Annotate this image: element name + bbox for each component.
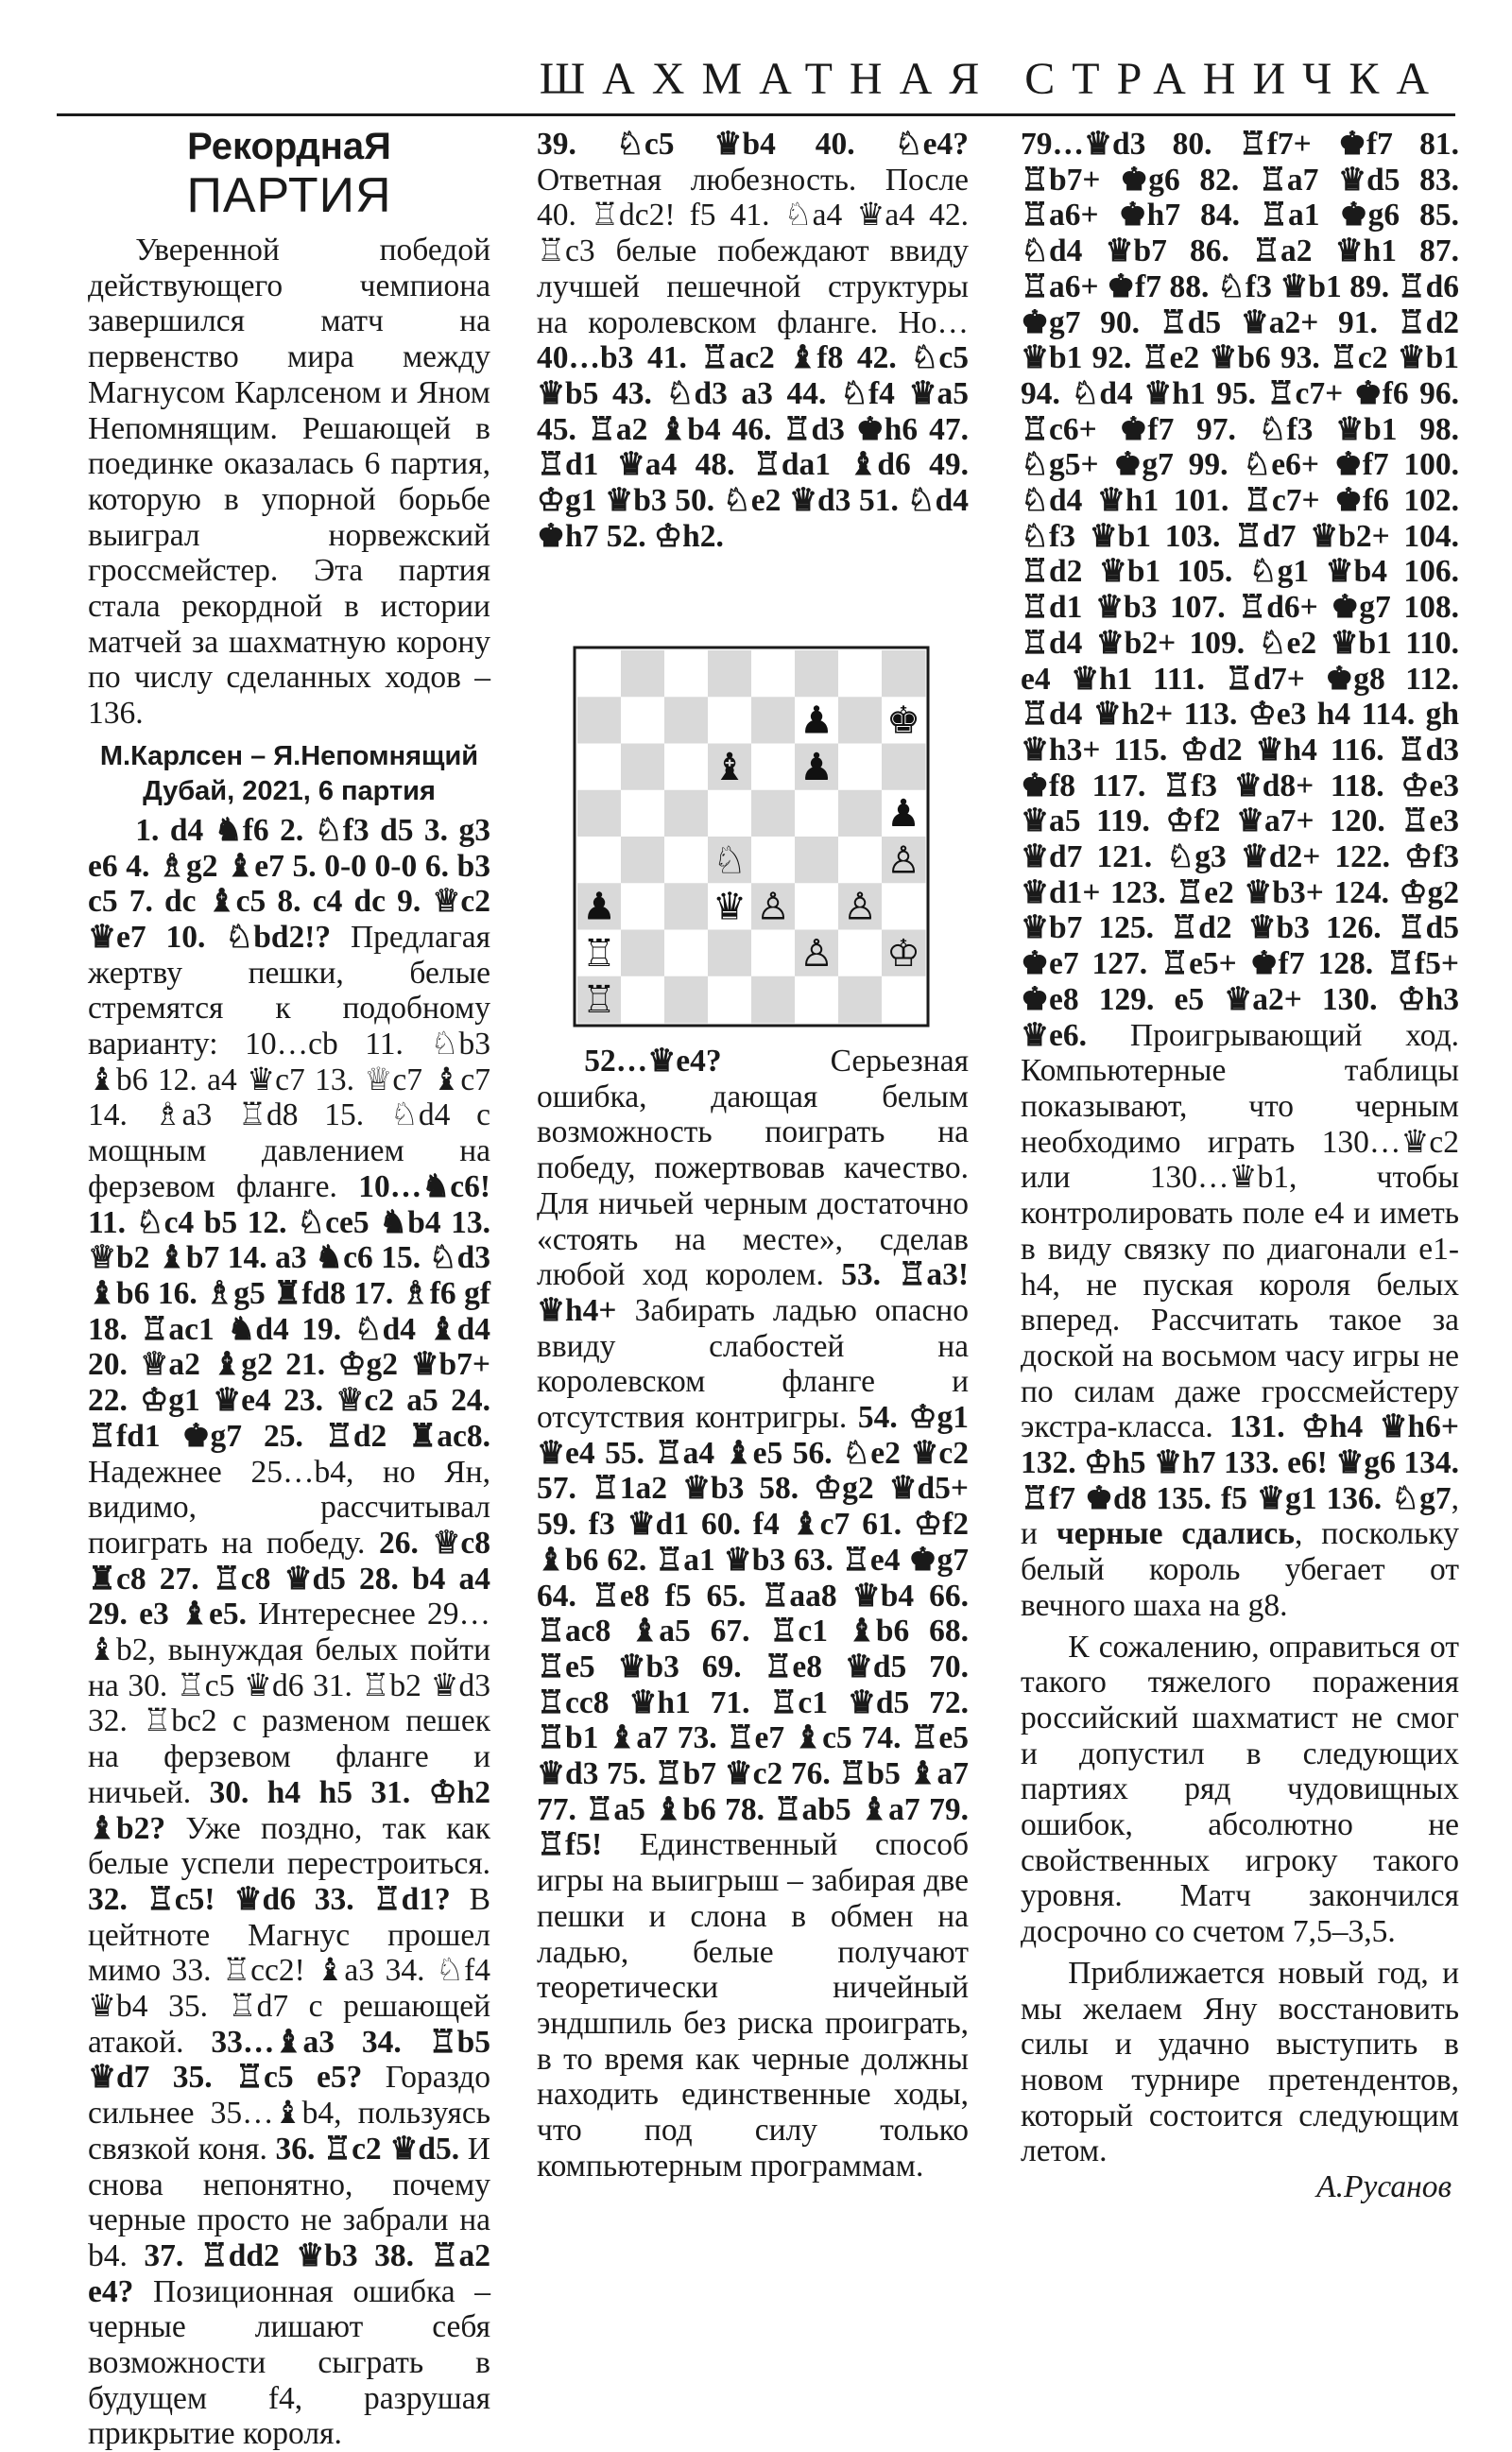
square-g2 <box>838 930 883 977</box>
piece-d3: ♛ <box>713 885 747 929</box>
comment: Единственный способ игры на выигрыш – забирая две пешки и слона в обмен на ладью, белые получают теоретически ничейный эндшпиль без риска проиграть, в то время как черные должны находить единственные ходы, что под силу только компьютерным программам. <box>537 1827 969 2184</box>
square-a4 <box>577 837 622 884</box>
square-a8 <box>577 650 622 698</box>
comment: Гораздо сильнее 35…♝b4, пользуясь связкой коня. <box>88 2060 491 2167</box>
moves: 36. ♖c2 ♛d5. <box>275 2131 460 2167</box>
square-d5 <box>708 790 752 837</box>
piece-h5: ♟ <box>886 792 920 837</box>
square-h6 <box>882 744 926 791</box>
square-b3 <box>621 883 665 930</box>
piece-d4: ♘ <box>713 838 747 883</box>
piece-a2: ♖ <box>582 931 616 976</box>
square-c3 <box>664 883 709 930</box>
game-event: Дубай, 2021, 6 партия <box>143 775 436 806</box>
square-d8 <box>708 650 752 698</box>
moves: 33…♝a3 34. ♖b5 ♛d7 35. ♖c5 e5? <box>88 2024 490 2096</box>
closing-paragraph-2: Приближается новый год, и мы желаем Яну восстановить силы и удачно выступить в новом турнире претендентов, который состоится следующим летом. <box>1021 1955 1459 2169</box>
square-h1 <box>882 976 926 1024</box>
moves: 10…♞c6! 11. ♘c4 b5 12. ♘ce5 ♞b4 13. ♕b2 ♝b7 14. a3 ♞c6 15. ♘d3 ♝b6 16. ♗g5 ♜fd8 17. ♗f6 gf 18. ♖ac1 ♞d4 19. ♘d4 ♝d4 20. ♕a2 ♝g2 21. ♔g2 ♛b7+ 22. ♔g1 ♛e4 23. ♕c2 a5 24. ♖fd1 ♚g7 25. ♖d2 ♜ac8. <box>88 1168 490 1454</box>
square-b6 <box>621 744 665 791</box>
square-h3 <box>882 883 926 930</box>
column-2-continued <box>537 1044 969 2184</box>
square-b1 <box>621 976 665 1024</box>
moves: 39. ♘c5 ♛b4 40. ♘e4? <box>537 127 969 162</box>
resign-text: черные сдались <box>1056 1516 1295 1552</box>
article-heading <box>88 125 490 223</box>
moves: 1. d4 ♞f6 2. ♘f3 d5 3. g3 e6 4. ♗g2 ♝e7 5. 0-0 0-0 6. b3 c5 7. dc ♝c5 8. c4 dc 9. ♕c2 ♛e7 10. ♘bd2!? <box>88 812 490 955</box>
square-c6 <box>664 744 709 791</box>
square-g7 <box>838 697 883 744</box>
square-c2 <box>664 930 709 977</box>
square-f5 <box>795 790 839 837</box>
square-d2 <box>708 930 752 977</box>
square-g1 <box>838 976 883 1024</box>
game-text-part4 <box>1021 127 1459 1624</box>
moves: 52…♛e4? <box>584 1044 722 1079</box>
piece-e3: ♙ <box>756 885 790 929</box>
square-e1 <box>751 976 796 1024</box>
comment: Интереснее 29…♝b2, вынуждая белых пойти на 30. ♖c5 ♛d6 31. ♖b2 ♛d3 32. ♖bc2 с разменом пешек на ферзевом фланге и ничьей. <box>88 1597 490 1810</box>
moves: 79…♛d3 80. ♖f7+ ♚f7 81. ♖b7+ ♚g6 82. ♖a7 ♛d5 83. ♖a6+ ♚h7 84. ♖a1 ♚g6 85. ♘d4 ♛b7 86. ♖a2 ♛h1 87. ♖a6+ ♚f7 88. ♘f3 ♛b1 89. ♖d6 ♚g7 90. ♖d5 ♛a2+ 91. ♖d2 ♛b1 92. ♖e2 ♛b6 93. ♖c2 ♛b1 94. ♘d4 ♛h1 95. ♖c7+ ♚f6 96. ♖c6+ ♚f7 97. ♘f3 ♛b1 98. ♘g5+ ♚g7 99. ♘e6+ ♚f7 100. ♘d4 ♛h1 101. ♖c7+ ♚f6 102. ♘f3 ♛b1 103. ♖d7 ♛b2+ 104. ♖d2 ♛b1 105. ♘g1 ♛b4 106. ♖d1 ♛b3 107. ♖d6+ ♚g7 108. ♖d4 ♛b2+ 109. ♘e2 ♛b1 110. e4 ♛h1 111. ♖d7+ ♚g8 112. ♖d4 ♛h2+ 113. ♔e3 h4 114. gh ♛h3+ 115. ♔d2 ♛h4 116. ♖d3 ♚f8 117. ♖f3 ♛d8+ 118. ♔e3 ♛a5 119. ♔f2 ♛a7+ 120. ♖e3 ♛d7 121. ♘g3 ♛d2+ 122. ♔f3 ♛d1+ 123. ♖e2 ♛b3+ 124. ♔g2 ♛b7 125. ♖d2 ♛b3 126. ♖d5 ♚e7 127. ♖e5+ ♚f7 128. ♖f5+ ♚e8 129. e5 ♛a2+ 130. ♔h3 ♛e6. <box>1021 127 1459 1053</box>
square-b5 <box>621 790 665 837</box>
game-text-part1 <box>88 813 490 2452</box>
comment: Позиционная ошибка – черные лишают себя возможности сыграть в будущем f4, разрушая прикрытие короля. <box>88 2273 490 2452</box>
chess-board <box>572 645 931 1028</box>
square-e6 <box>751 744 796 791</box>
article-heading-line2: ПАРТИЯ <box>186 168 392 223</box>
square-g4 <box>838 837 883 884</box>
comment: Проигрывающий ход. Компьютерные таблицы показывают, что черным необходимо играть 130…♛c2 или 130…♛b1, чтобы контролировать поле e4 и иметь в виду связку по диагонали e1-h4, не пуская короля белых вперед. Рассчитать такое за доской на восьмом часу игры не по силам даже гроссмейстеру экстра-класса. <box>1021 1017 1459 1445</box>
piece-h2: ♔ <box>886 931 920 976</box>
square-a6 <box>577 744 622 791</box>
square-e7 <box>751 697 796 744</box>
square-f3 <box>795 883 839 930</box>
piece-g3: ♙ <box>843 885 877 929</box>
comment: В цейтноте Магнус прошел мимо 33. ♖cc2! ♝a3 34. ♘f4 ♛b4 35. ♖d7 с решающей атакой. <box>88 1881 490 2060</box>
comment: Предлагая жертву пешки, белые стремятся к подобному варианту: 10…cb 11. ♘b3 ♝b6 12. a4 ♛c7 13. ♕c7 ♝c7 14. ♗a3 ♖d8 15. ♘d4 с мощным давлением на ферзевом фланге. <box>88 919 490 1204</box>
square-f8 <box>795 650 839 698</box>
section-title: ШАХМАТНАЯ СТРАНИЧКА <box>539 54 1446 104</box>
article-heading-line1: РекорднаЯ <box>187 126 391 167</box>
comment: Серьезная ошибка, дающая белым возможность поиграть на победу, пожертвовав качество. Для ничьей черным достаточно «стоять на месте», сделав любой ход королем. <box>537 1044 969 1293</box>
comment: , поскольку белый король убегает от вечного шаха на g8. <box>1021 1516 1460 1623</box>
piece-a1: ♖ <box>582 978 616 1023</box>
piece-h4: ♙ <box>886 838 920 883</box>
square-b4 <box>621 837 665 884</box>
column-1 <box>88 123 490 2452</box>
square-d7 <box>708 697 752 744</box>
moves: 40…b3 41. ♖ac2 ♝f8 42. ♘c5 ♛b5 43. ♘d3 a3 44. ♘f4 ♛a5 45. ♖a2 ♝b4 46. ♖d3 ♚h6 47. ♖d1 ♛a4 48. ♖da1 ♝d6 49. ♔g1 ♛b3 50. ♘e2 ♛d3 51. ♘d4 ♚h7 52. ♔h2. <box>537 340 969 554</box>
moves: 26. ♕c8 ♜c8 27. ♖c8 ♛d5 28. b4 a4 29. e3 ♝e5. <box>88 1525 490 1632</box>
square-c4 <box>664 837 709 884</box>
comment: Ответная любезность. После 40. ♖dc2! f5 41. ♘a4 ♛a4 42. ♖c3 белые побеждают ввиду лучшей пешечной структуры на королевском фланге. Но… <box>537 162 969 340</box>
page-header <box>57 47 1474 104</box>
square-f1 <box>795 976 839 1024</box>
piece-a3: ♟ <box>582 885 616 929</box>
square-b2 <box>621 930 665 977</box>
comment: И снова непонятно, почему черные просто не забрали на b4. <box>88 2131 490 2273</box>
header-rule <box>57 113 1455 116</box>
column-3 <box>1021 127 1459 2205</box>
comment: Уже поздно, так как белые успели перестроиться. <box>88 1810 490 1882</box>
chess-diagram <box>572 645 931 1028</box>
game-text-part3 <box>537 1044 969 2184</box>
square-a5 <box>577 790 622 837</box>
game-header <box>88 739 490 809</box>
moves: 131. ♔h4 ♛h6+ 132. ♔h5 ♛h7 133. e6! ♛g6 134. ♖f7 ♚d8 135. f5 ♛g1 136. ♘g7 <box>1021 1409 1459 1516</box>
square-c8 <box>664 650 709 698</box>
moves: 53. ♖a3! ♛h4+ <box>537 1257 969 1328</box>
square-c5 <box>664 790 709 837</box>
moves: 37. ♖dd2 ♛b3 38. ♖a2 e4? <box>88 2237 490 2309</box>
square-g5 <box>838 790 883 837</box>
moves: 32. ♖c5! ♛d6 33. ♖d1? <box>88 1881 451 1917</box>
square-h8 <box>882 650 926 698</box>
piece-f2: ♙ <box>799 931 833 976</box>
comment: Забирать ладью опасно ввиду слабостей на королевском фланге и отсутствия контригры. <box>537 1292 969 1436</box>
square-g8 <box>838 650 883 698</box>
square-c7 <box>664 697 709 744</box>
square-a7 <box>577 697 622 744</box>
author-signature: А.Русанов <box>1316 2169 1452 2205</box>
square-c1 <box>664 976 709 1024</box>
piece-f7: ♟ <box>799 699 833 743</box>
game-players: М.Карлсен – Я.Непомнящий <box>99 740 479 771</box>
comment: Надежнее 25…b4, но Ян, видимо, рассчитывал поиграть на победу. <box>88 1454 490 1561</box>
square-e5 <box>751 790 796 837</box>
square-e2 <box>751 930 796 977</box>
intro-paragraph: Уверенной победой действующего чемпиона завершился матч на первенство мира между Магнусом Карлсеном и Яном Непомнящим. Решающей в поединке оказалась 6 партия, которую в упорной борьбе выиграл норвежский гроссмейстер. Эта партия стала рекордной в истории матчей за шахматную корону по числу сделанных ходов – 136. <box>88 233 490 732</box>
square-g6 <box>838 744 883 791</box>
closing-paragraph-1: К сожалению, оправиться от такого тяжелого поражения российский шахматист не смог и допустил в следующих партиях ряд чудовищных ошибок, абсолютно не свойственных игроку такого уровня. Матч закончился досрочно со счетом 7,5–3,5. <box>1021 1629 1459 1950</box>
square-f4 <box>795 837 839 884</box>
square-b8 <box>621 650 665 698</box>
moves: 30. h4 h5 31. ♔h2 ♝b2? <box>88 1774 490 1846</box>
moves: 54. ♔g1 ♛e4 55. ♖a4 ♝e5 56. ♘e2 ♛c2 57. ♖1a2 ♛b3 58. ♔g2 ♛d5+ 59. f3 ♛d1 60. f4 ♝c7 61. ♔f2 ♝b6 62. ♖a1 ♛b3 63. ♖e4 ♚g7 64. ♖e8 f5 65. ♖aa8 ♛b4 66. ♖ac8 ♝a5 67. ♖c1 ♝b6 68. ♖e5 ♛b3 69. ♖e8 ♛d5 70. ♖cc8 ♛h1 71. ♖c1 ♛d5 72. ♖b1 ♝a7 73. ♖e7 ♝c5 74. ♖e5 ♛d3 75. ♖b7 ♛c2 76. ♖b5 ♝a7 77. ♖a5 ♝b6 78. ♖ab5 ♝a7 79. ♖f5! <box>537 1400 969 1863</box>
piece-h7: ♚ <box>886 699 920 743</box>
square-b7 <box>621 697 665 744</box>
comment: , и <box>1021 1480 1459 1552</box>
piece-d6: ♝ <box>713 745 747 789</box>
square-d1 <box>708 976 752 1024</box>
column-2 <box>537 127 969 554</box>
square-e8 <box>751 650 796 698</box>
game-text-part2 <box>537 127 969 554</box>
square-e4 <box>751 837 796 884</box>
piece-f6: ♟ <box>799 745 833 789</box>
